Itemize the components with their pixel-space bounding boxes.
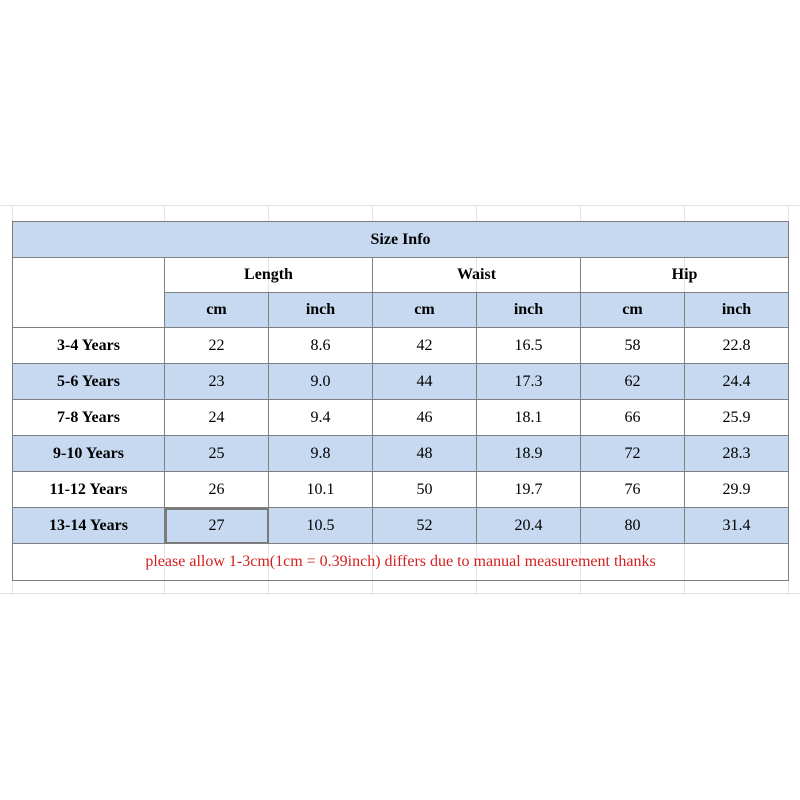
value-cell[interactable]: 58 (581, 328, 685, 364)
value-cell[interactable]: 18.1 (477, 400, 581, 436)
value-cell[interactable]: 29.9 (685, 472, 789, 508)
unit-header: cm (373, 293, 477, 328)
size-label[interactable]: 7-8 Years (13, 400, 165, 436)
value-cell[interactable]: 25.9 (685, 400, 789, 436)
value-cell[interactable]: 10.1 (269, 472, 373, 508)
value-cell[interactable]: 24 (165, 400, 269, 436)
value-cell[interactable]: 20.4 (477, 508, 581, 544)
value-cell[interactable]: 62 (581, 364, 685, 400)
value-cell[interactable]: 17.3 (477, 364, 581, 400)
value-cell[interactable]: 48 (373, 436, 477, 472)
sheet-gridline (0, 205, 800, 206)
group-header-waist: Waist (373, 258, 581, 293)
value-cell[interactable]: 28.3 (685, 436, 789, 472)
unit-header: inch (477, 293, 581, 328)
value-cell[interactable]: 72 (581, 436, 685, 472)
value-cell[interactable]: 76 (581, 472, 685, 508)
value-cell[interactable]: 23 (165, 364, 269, 400)
value-cell[interactable]: 18.9 (477, 436, 581, 472)
value-cell[interactable]: 50 (373, 472, 477, 508)
table-row (13, 472, 789, 508)
value-cell[interactable]: 25 (165, 436, 269, 472)
table-title: Size Info (13, 222, 789, 258)
group-header-hip: Hip (581, 258, 789, 293)
size-label[interactable]: 5-6 Years (13, 364, 165, 400)
table-row (13, 328, 789, 364)
size-info-table (12, 221, 789, 581)
value-cell[interactable]: 16.5 (477, 328, 581, 364)
value-cell[interactable]: 31.4 (685, 508, 789, 544)
value-cell[interactable]: 22.8 (685, 328, 789, 364)
value-cell[interactable]: 10.5 (269, 508, 373, 544)
value-cell[interactable]: 52 (373, 508, 477, 544)
size-label[interactable]: 3-4 Years (13, 328, 165, 364)
value-cell[interactable]: 44 (373, 364, 477, 400)
value-cell[interactable]: 9.0 (269, 364, 373, 400)
unit-header: cm (581, 293, 685, 328)
value-cell[interactable]: 46 (373, 400, 477, 436)
value-cell[interactable]: 24.4 (685, 364, 789, 400)
value-cell[interactable]: 26 (165, 472, 269, 508)
group-header-length: Length (165, 258, 373, 293)
size-header-blank (13, 258, 165, 328)
value-cell[interactable]: 19.7 (477, 472, 581, 508)
unit-header: inch (269, 293, 373, 328)
size-label[interactable]: 11-12 Years (13, 472, 165, 508)
value-cell[interactable]: 80 (581, 508, 685, 544)
value-cell[interactable]: 22 (165, 328, 269, 364)
value-cell[interactable]: 42 (373, 328, 477, 364)
value-cell[interactable]: 9.4 (269, 400, 373, 436)
selected-value-cell[interactable]: 27 (165, 508, 269, 544)
value-cell[interactable]: 8.6 (269, 328, 373, 364)
measurement-note: please allow 1-3cm(1cm = 0.39inch) differs due to manual measurement thanks (13, 544, 789, 581)
table-row (13, 400, 789, 436)
table-row (13, 364, 789, 400)
size-label[interactable]: 13-14 Years (13, 508, 165, 544)
unit-header: cm (165, 293, 269, 328)
size-label[interactable]: 9-10 Years (13, 436, 165, 472)
unit-header: inch (685, 293, 789, 328)
value-cell[interactable]: 66 (581, 400, 685, 436)
sheet-gridline (0, 593, 800, 594)
value-cell[interactable]: 9.8 (269, 436, 373, 472)
table-row (13, 508, 789, 544)
table-row (13, 436, 789, 472)
